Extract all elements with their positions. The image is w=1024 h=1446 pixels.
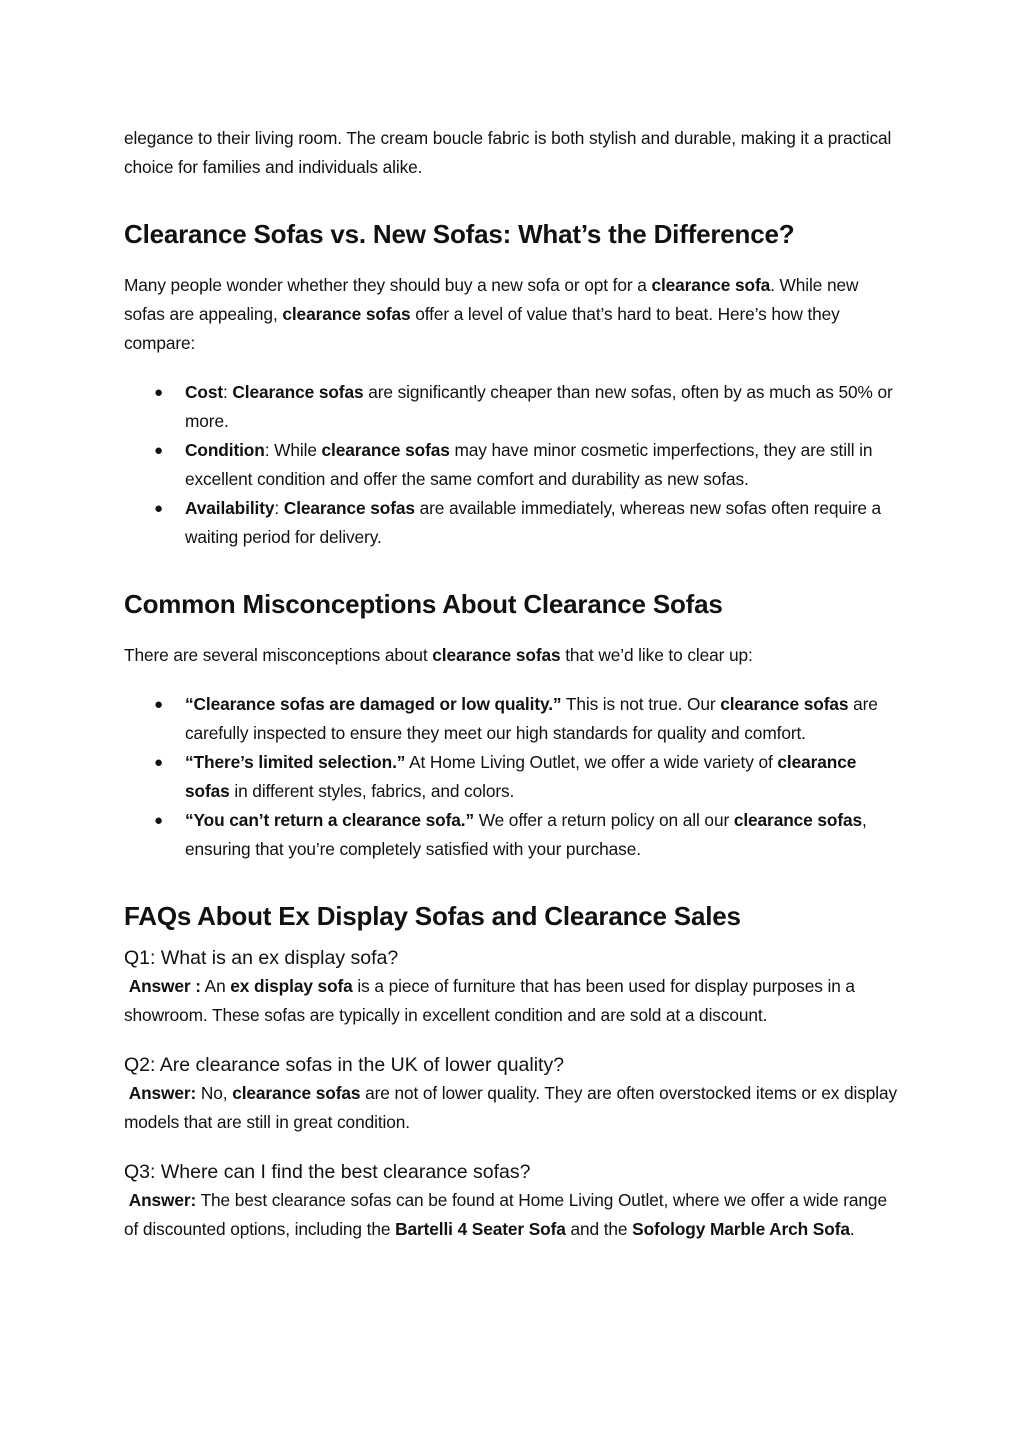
faq-question: Q1: What is an ex display sofa?: [124, 947, 399, 969]
faq-question: Q3: Where can I find the best clearance sofas?: [124, 1161, 531, 1183]
intro-paragraph: elegance to their living room. The cream boucle fabric is both stylish and durable, making it a practical choice for families and individuals alike.: [124, 128, 892, 177]
faq-item: [124, 1052, 899, 1137]
bullet-icon: ●: [154, 696, 163, 713]
faq-answer: [124, 1079, 899, 1137]
misconception-quote: “There’s limited selection.”: [185, 752, 406, 772]
list-item: [124, 690, 899, 748]
section-heading-compare: Clearance Sofas vs. New Sofas: What’s the Difference?: [124, 219, 795, 249]
bold-term: clearance sofas: [733, 810, 863, 830]
faq-item: [124, 1159, 899, 1244]
misconceptions-paragraph: [124, 641, 899, 670]
text-run: No,: [196, 1083, 233, 1103]
list-item: [124, 436, 899, 494]
faq-answer: [124, 1186, 899, 1244]
bullet-icon: ●: [154, 384, 163, 401]
bold-term: clearance sofas: [232, 1083, 361, 1103]
answer-label: Answer :: [128, 976, 201, 996]
compare-list: [124, 378, 899, 552]
misconception-quote: “You can’t return a clearance sofa.”: [185, 810, 474, 830]
text-run: The best clearance sofas can be found at Home Living Outlet, where we offer a wide range of discounted options, including the: [124, 1190, 887, 1239]
text-run: . While new sofas are appealing,: [124, 275, 859, 324]
text-run: are available immediately, whereas new sofas often require a waiting period for delivery.: [185, 498, 882, 547]
bold-term: Clearance sofas: [232, 382, 364, 402]
text-run: At Home Living Outlet, we offer a wide variety of: [405, 752, 778, 772]
compare-paragraph: [124, 271, 899, 358]
section-heading-misconceptions: Common Misconceptions About Clearance Sofas: [124, 589, 723, 619]
bold-term: clearance sofas: [282, 304, 411, 324]
bold-term: Sofology Marble Arch Sofa: [632, 1219, 850, 1239]
item-label: Availability: [185, 498, 275, 518]
bold-term: Bartelli 4 Seater Sofa: [395, 1219, 566, 1239]
text-run: Many people wonder whether they should buy a new sofa or opt for a: [124, 275, 652, 295]
text-run: that we’d like to clear up:: [560, 645, 753, 665]
faq-item: [124, 945, 899, 1030]
bullet-icon: ●: [154, 500, 163, 517]
text-run: An: [200, 976, 231, 996]
text-run: : While: [264, 440, 322, 460]
text-run: are carefully inspected to ensure they meet our high standards for quality and comfort.: [185, 694, 878, 743]
text-run: may have minor cosmetic imperfections, they are still in excellent condition and offer the same comfort and durability as new sofas.: [185, 440, 873, 489]
misconception-quote: “Clearance sofas are damaged or low quality.”: [185, 694, 562, 714]
bold-term: clearance sofas: [185, 752, 857, 801]
bold-term: clearance sofas: [432, 645, 561, 665]
faq-answer: [124, 972, 899, 1030]
bullet-icon: ●: [154, 812, 163, 829]
text-run: are significantly cheaper than new sofas, often by as much as 50% or more.: [185, 382, 893, 431]
bullet-icon: ●: [154, 754, 163, 771]
text-run: This is not true. Our: [561, 694, 721, 714]
bold-term: clearance sofas: [720, 694, 849, 714]
faq-question: Q2: Are clearance sofas in the UK of lower quality?: [124, 1054, 565, 1076]
text-run: offer a level of value that’s hard to beat. Here’s how they compare:: [124, 304, 840, 353]
text-run: is a piece of furniture that has been used for display purposes in a showroom. These sofas are typically in excellent condition and are sold at a discount.: [124, 976, 855, 1025]
list-item: [124, 494, 899, 552]
section-heading-faqs: FAQs About Ex Display Sofas and Clearance Sales: [124, 901, 741, 931]
document-page: [124, 120, 899, 1244]
bold-term: ex display sofa: [230, 976, 353, 996]
text-run: There are several misconceptions about: [124, 645, 433, 665]
item-label: Condition: [185, 440, 265, 460]
answer-label: Answer:: [128, 1190, 197, 1210]
text-run: We offer a return policy on all our: [474, 810, 734, 830]
text-run: , ensuring that you’re completely satisfied with your purchase.: [185, 810, 867, 859]
misconceptions-list: [124, 690, 899, 864]
text-run: :: [223, 382, 233, 402]
bold-term: clearance sofas: [321, 440, 450, 460]
text-run: are not of lower quality. They are often overstocked items or ex display models that are still in great condition.: [124, 1083, 898, 1132]
item-label: Cost: [185, 382, 224, 402]
list-item: [124, 748, 899, 806]
bold-term: clearance sofa: [651, 275, 771, 295]
answer-label: Answer:: [128, 1083, 197, 1103]
text-run: .: [849, 1219, 855, 1239]
text-run: and the: [565, 1219, 633, 1239]
list-item: [124, 806, 899, 864]
text-run: :: [274, 498, 284, 518]
text-run: in different styles, fabrics, and colors.: [229, 781, 515, 801]
bold-term: Clearance sofas: [283, 498, 415, 518]
bullet-icon: ●: [154, 442, 163, 459]
list-item: [124, 378, 899, 436]
